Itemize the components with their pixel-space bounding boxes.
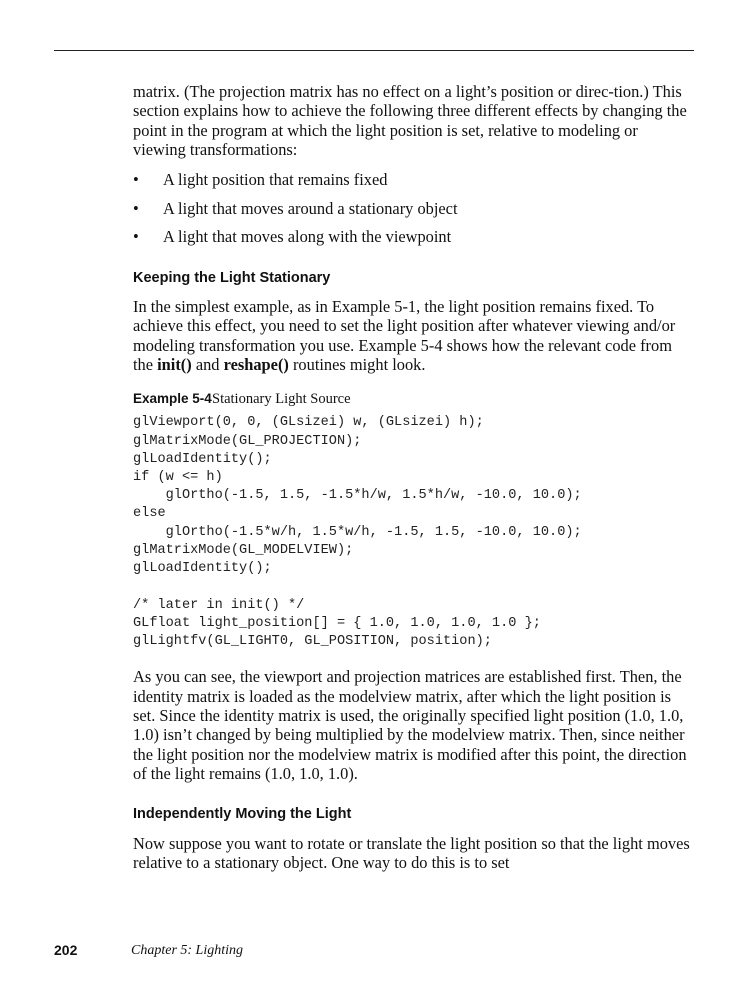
bullet-list [133,170,693,247]
example-title: Stationary Light Source [212,391,351,408]
section-heading-stationary: Keeping the Light Stationary [133,269,331,286]
list-item [133,170,693,189]
example-label: Example 5-4 [133,391,212,407]
header-rule [54,50,694,51]
code-listing: glViewport(0, 0, (GLsizei) w, (GLsizei) h); glMatrixMode(GL_PROJECTION); glLoadIdentity(); if (w <= h) glOrtho(-1.5, 1.5, -1.5*h/w, 1.5*h/w, -10.0, 10.0); else glOrtho(-1.5*w/h, 1.5*w/h, -1.5, 1.5, -10.0, 10.0); glMatrixMode(GL_MODELVIEW); glLoadIdentity(); /* later in init() */ GLfloat light_position[] = { 1.0, 1.0, 1.0, 1.0 }; glLightfv(GL_LIGHT0, GL_POSITION, position); [133,415,582,649]
page-body [133,82,693,872]
init-function-name: init() [157,355,192,375]
bullet-icon: • [133,169,139,189]
page-number: 202 [54,942,78,958]
list-item [133,227,693,246]
stationary-paragraph [133,297,693,375]
bullet-text: A light that moves along with the viewpoint [163,227,452,247]
bullet-text: A light position that remains fixed [163,169,388,189]
paragraph-text: routines might look. [288,355,426,375]
bullet-icon: • [133,198,139,218]
example-caption [133,391,693,408]
moving-paragraph: Now suppose you want to rotate or translate the light position so that the light moves relative to a stationary object. One way to do this is to set [133,833,690,872]
paragraph-text: and [191,355,224,375]
bullet-text: A light that moves around a stationary object [163,198,458,218]
bullet-icon: • [133,227,139,247]
chapter-title: Chapter 5: Lighting [131,943,244,958]
section-heading-moving: Independently Moving the Light [133,805,352,822]
paragraph-text: In the simplest example, as in Example 5-1, the light position remains fixed. To achieve this effect, you need to set the light position after whatever viewing and/or modeling transformation you use. Example 5-4 shows how the relevant code from the [133,296,676,375]
explanation-paragraph: As you can see, the viewport and projection matrices are established first. Then, the identity matrix is loaded as the modelview matrix, after which the light position is set. Since the identity matrix is used, the originally specified light position (1.0, 1.0, 1.0) isn’t changed by being multiplied by the modelview matrix. Then, since neither the light position nor the modelview matrix is modified after this point, the direction of the light remains (1.0, 1.0, 1.0). [133,667,687,784]
intro-paragraph: matrix. (The projection matrix has no effect on a light’s position or direc-tion.) This section explains how to achieve the following three different effects by changing the point in the program at which the light position is set, relative to modeling or viewing transformations: [133,82,687,160]
list-item [133,199,693,218]
reshape-function-name: reshape() [223,355,289,375]
